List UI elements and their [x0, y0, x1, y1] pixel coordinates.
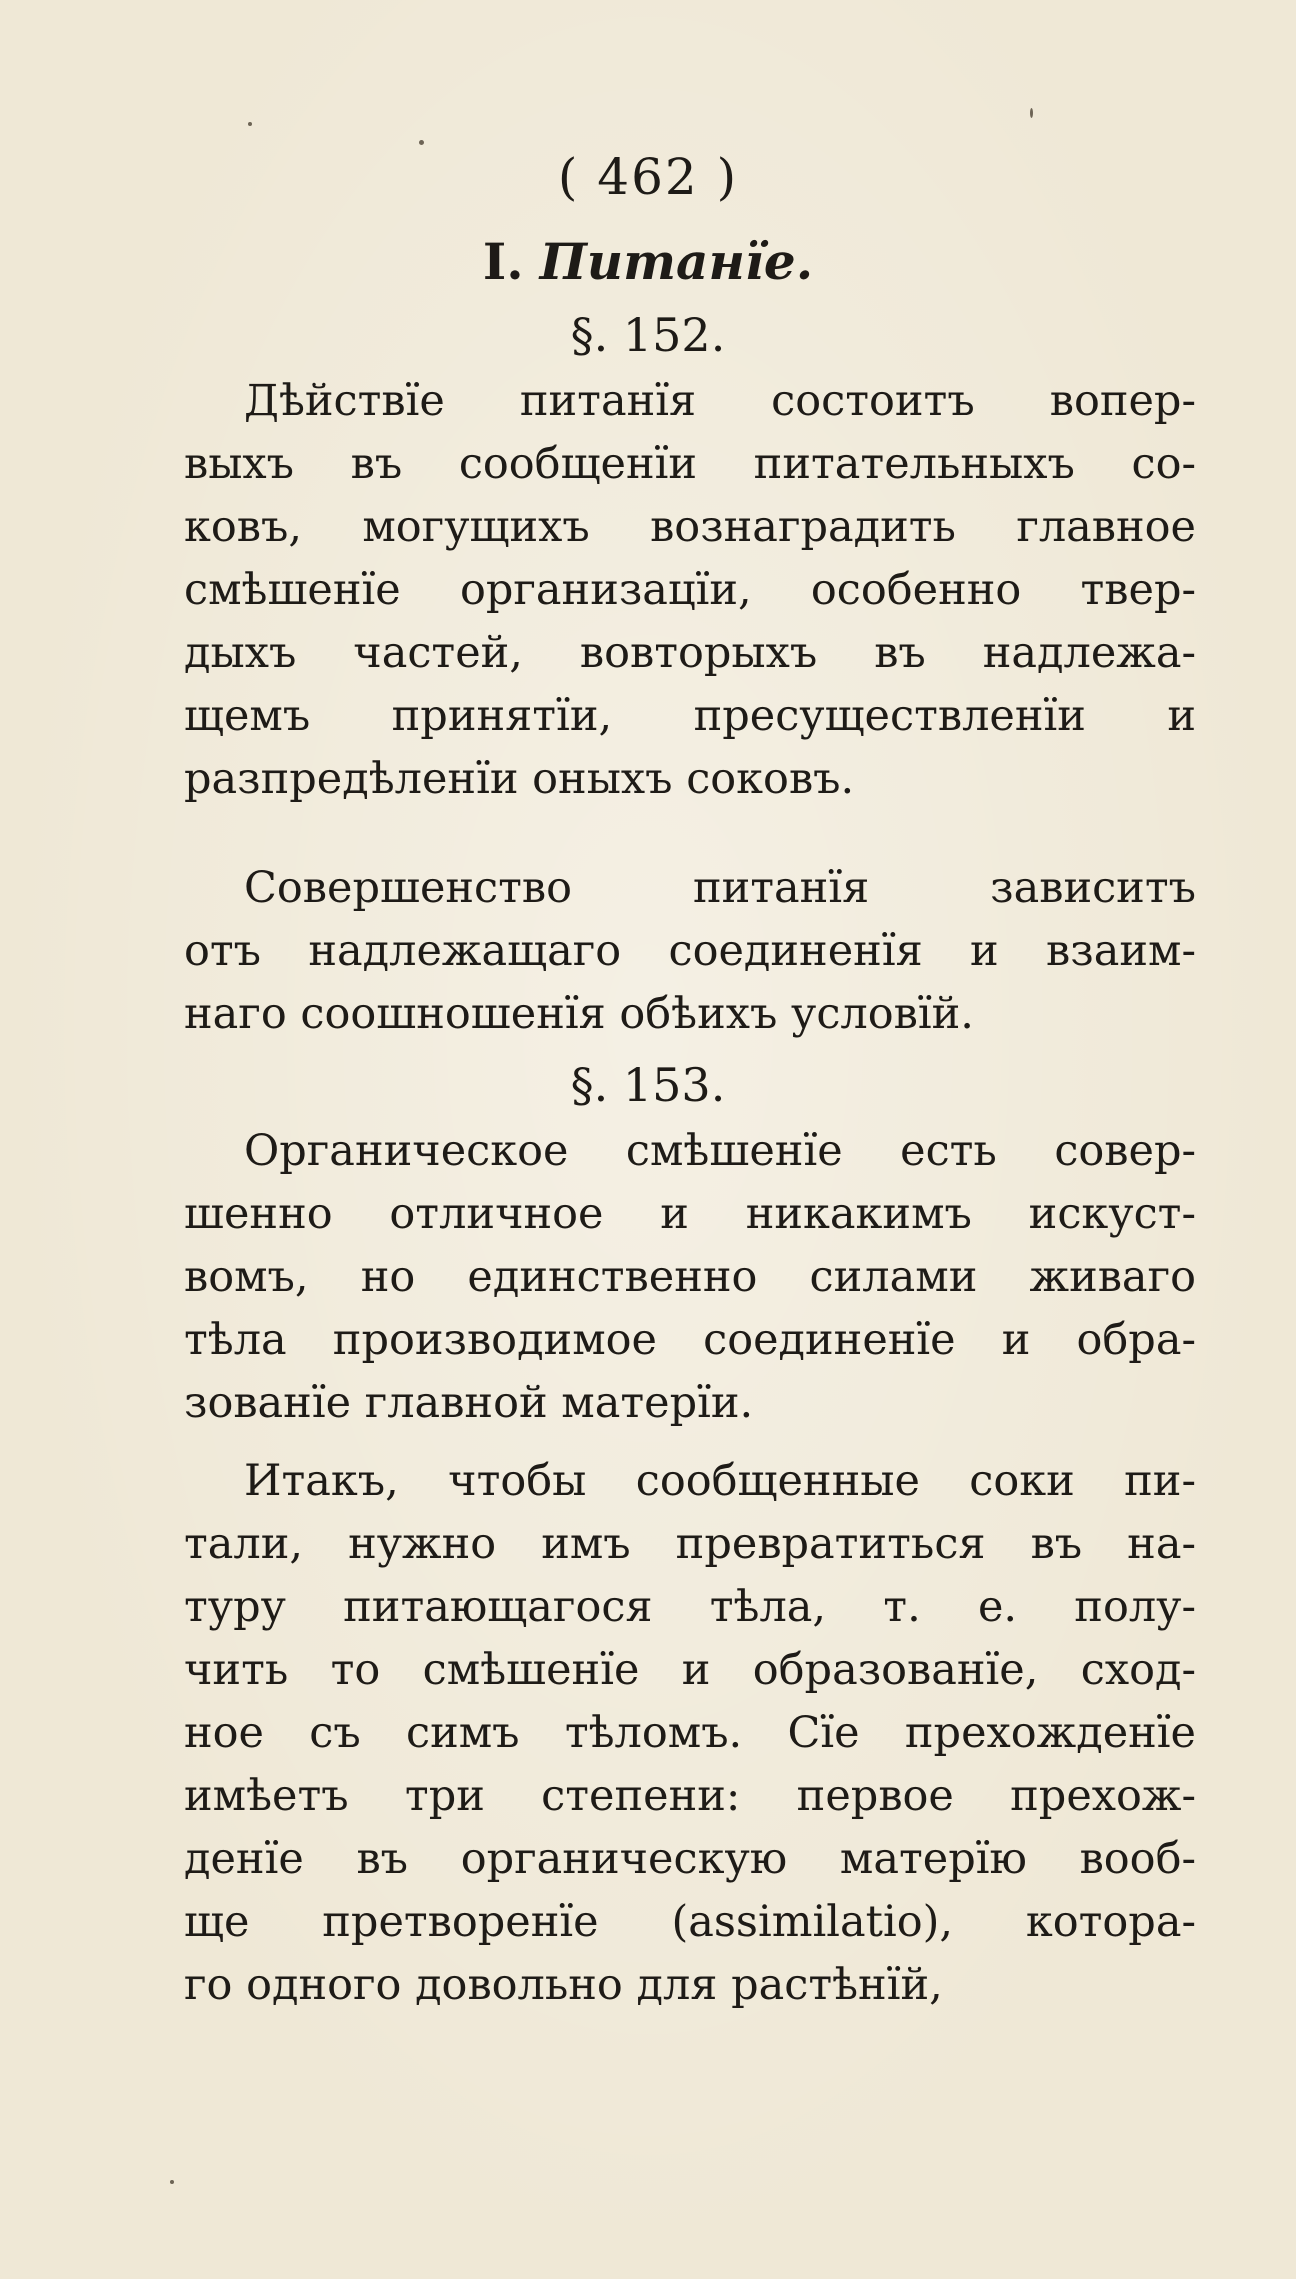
- text-line: разпредѣленїи оныхъ соковъ.: [184, 754, 855, 804]
- text-line: смѣшенїе организацїи, особенно твер-: [184, 565, 1196, 615]
- text-line: ковъ, могущихъ вознаградить главное: [184, 502, 1196, 552]
- text-line: ное съ симъ тѣломъ. Сїе прехожденїе: [184, 1708, 1196, 1758]
- text-line: вомъ, но единственно силами живаго: [184, 1252, 1196, 1302]
- text-line: денїе въ органическую матерїю вооб-: [184, 1834, 1196, 1884]
- chapter-heading: [0, 232, 1296, 291]
- text-line: ще претворенїе (assimilatio), котора-: [184, 1897, 1196, 1947]
- text-line: тѣла производимое соединенїе и обра-: [184, 1315, 1196, 1365]
- paragraph: [184, 1450, 1196, 2017]
- text-line: дыхъ частей, вовторыхъ въ надлежа-: [184, 628, 1196, 678]
- text-line: зованїе главной матерїи.: [184, 1378, 754, 1428]
- text-line: го одного довольно для растѣнїй,: [184, 1960, 943, 2010]
- text-line: Дѣйствїе питанїя состоитъ вопер-: [244, 376, 1196, 426]
- text-line: Совершенство питанїя зависитъ: [244, 863, 1196, 913]
- text-line: Итакъ, чтобы сообщенные соки пи-: [244, 1456, 1196, 1506]
- text-line: имѣетъ три степени: первое прехож-: [184, 1771, 1196, 1821]
- chapter-number: I.: [482, 232, 524, 291]
- text-line: шенно отличное и никакимъ искуст-: [184, 1189, 1196, 1239]
- text-line: щемъ принятїи, пресуществленїи и: [184, 691, 1196, 741]
- paper-speck: [170, 2180, 174, 2184]
- text-line: отъ надлежащаго соединенїя и взаим-: [184, 926, 1196, 976]
- paragraph: [184, 1120, 1196, 1435]
- text-line: выхъ въ сообщенїи питательныхъ со-: [184, 439, 1196, 489]
- chapter-title: Питанїе.: [539, 232, 814, 291]
- paper-speck: [248, 122, 252, 126]
- section-heading-153: §. 153.: [570, 1058, 726, 1112]
- text-line: чить то смѣшенїе и образованїе, сход-: [184, 1645, 1196, 1695]
- text-line: наго соошношенїя обѣихъ условїй.: [184, 989, 974, 1039]
- section-heading-152: §. 152.: [570, 308, 726, 362]
- paragraph: [184, 857, 1196, 1046]
- text-line: туру питающагося тѣла, т. е. полу-: [184, 1582, 1196, 1632]
- paper-speck: [419, 140, 424, 145]
- paper-speck: [1030, 108, 1033, 118]
- page-number: ( 462 ): [557, 148, 739, 206]
- paragraph: [184, 370, 1196, 811]
- text-line: Органическое смѣшенїе есть совер-: [244, 1126, 1196, 1176]
- text-line: тали, нужно имъ превратиться въ на-: [184, 1519, 1196, 1569]
